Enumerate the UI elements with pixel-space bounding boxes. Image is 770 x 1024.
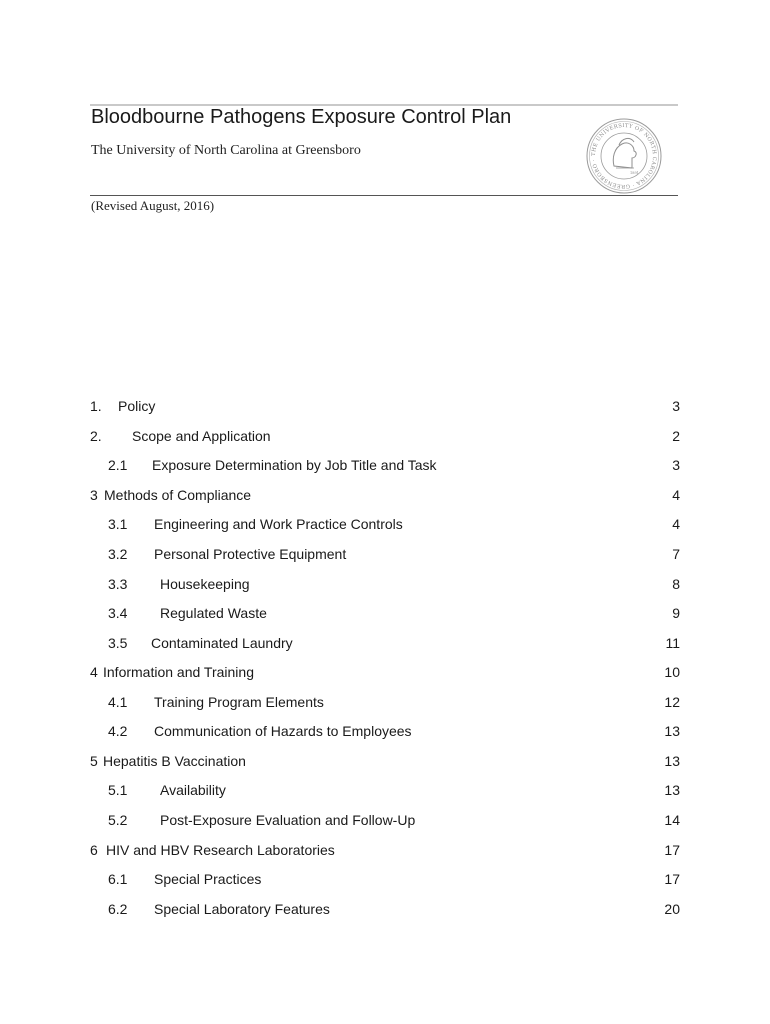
toc-entry[interactable] <box>90 546 680 566</box>
toc-entry-label: Regulated Waste <box>160 605 267 621</box>
toc-entry-number: 2.1 <box>108 457 128 473</box>
toc-entry-page: 14 <box>664 812 680 828</box>
seal-year: 1891 <box>630 171 639 175</box>
toc-entry-page: 13 <box>664 782 680 798</box>
toc-entry-number: 3.3 <box>108 576 128 592</box>
toc-entry-page: 8 <box>672 576 680 592</box>
toc-entry-page: 3 <box>672 398 680 414</box>
toc-entry-label: Exposure Determination by Job Title and Task <box>152 457 437 473</box>
toc-entry-label: HIV and HBV Research Laboratories <box>106 842 335 858</box>
toc-entry[interactable] <box>90 664 680 684</box>
toc-entry-page: 17 <box>664 842 680 858</box>
toc-entry[interactable] <box>90 516 680 536</box>
document-subtitle: The University of North Carolina at Greensboro <box>91 143 361 158</box>
toc-entry-page: 7 <box>672 546 680 562</box>
toc-entry-label: Housekeeping <box>160 576 250 592</box>
toc-entry-page: 4 <box>672 516 680 532</box>
toc-entry[interactable] <box>90 576 680 596</box>
toc-entry-number: 2. <box>90 428 102 444</box>
toc-entry-label: Information and Training <box>103 664 254 680</box>
toc-entry[interactable] <box>90 487 680 507</box>
toc-entry-page: 20 <box>664 901 680 917</box>
toc-entry-label: Special Practices <box>154 871 262 887</box>
toc-entry-label: Special Laboratory Features <box>154 901 330 917</box>
toc-entry-label: Scope and Application <box>132 428 271 444</box>
toc-entry-label: Engineering and Work Practice Controls <box>154 516 403 532</box>
toc-entry-number: 5.1 <box>108 782 128 798</box>
seal-text: THE UNIVERSITY OF NORTH CAROLINA · GREENSBORO · <box>590 122 658 190</box>
toc-entry-number: 4.1 <box>108 694 128 710</box>
toc-entry-number: 1. <box>90 398 102 414</box>
toc-entry-number: 6.1 <box>108 871 128 887</box>
toc-entry[interactable] <box>90 398 680 418</box>
toc-entry-number: 3.1 <box>108 516 128 532</box>
toc-entry[interactable] <box>90 871 680 891</box>
toc-entry-page: 3 <box>672 457 680 473</box>
toc-entry[interactable] <box>90 753 680 773</box>
toc-entry[interactable] <box>90 635 680 655</box>
toc-entry[interactable] <box>90 694 680 714</box>
toc-entry-number: 5 <box>90 753 98 769</box>
toc-entry-number: 4.2 <box>108 723 128 739</box>
toc-entry[interactable] <box>90 723 680 743</box>
toc-entry-number: 5.2 <box>108 812 128 828</box>
toc-entry-page: 13 <box>664 753 680 769</box>
toc-entry[interactable] <box>90 901 680 921</box>
toc-entry-label: Availability <box>160 782 226 798</box>
toc-entry[interactable] <box>90 605 680 625</box>
toc-entry-label: Policy <box>118 398 156 414</box>
toc-entry[interactable] <box>90 842 680 862</box>
toc-entry-number: 6.2 <box>108 901 128 917</box>
toc-entry-number: 3.4 <box>108 605 128 621</box>
toc-entry-page: 12 <box>664 694 680 710</box>
toc-entry-page: 4 <box>672 487 680 503</box>
toc-entry-label: Training Program Elements <box>154 694 324 710</box>
toc-entry-number: 4 <box>90 664 98 680</box>
toc-entry[interactable] <box>90 782 680 802</box>
toc-entry[interactable] <box>90 457 680 477</box>
toc-entry-label: Hepatitis B Vaccination <box>103 753 246 769</box>
toc-entry[interactable] <box>90 428 680 448</box>
toc-entry-label: Communication of Hazards to Employees <box>154 723 412 739</box>
toc-entry-page: 2 <box>672 428 680 444</box>
toc-entry-number: 3.2 <box>108 546 128 562</box>
toc-entry[interactable] <box>90 812 680 832</box>
toc-entry-page: 11 <box>665 635 680 651</box>
toc-entry-page: 10 <box>664 664 680 680</box>
toc-entry-label: Post-Exposure Evaluation and Follow-Up <box>160 812 416 828</box>
toc-entry-page: 13 <box>664 723 680 739</box>
toc-entry-page: 17 <box>664 871 680 887</box>
toc-entry-number: 3.5 <box>108 635 128 651</box>
toc-entry-page: 9 <box>672 605 680 621</box>
toc-entry-number: 3 <box>90 487 98 503</box>
document-title: Bloodbourne Pathogens Exposure Control Plan <box>91 106 512 128</box>
toc-entry-number: 6 <box>90 842 98 858</box>
toc-entry-label: Personal Protective Equipment <box>154 546 347 562</box>
toc-entry-label: Methods of Compliance <box>104 487 252 503</box>
toc-entry-label: Contaminated Laundry <box>151 635 293 651</box>
revised-date: (Revised August, 2016) <box>91 198 215 213</box>
